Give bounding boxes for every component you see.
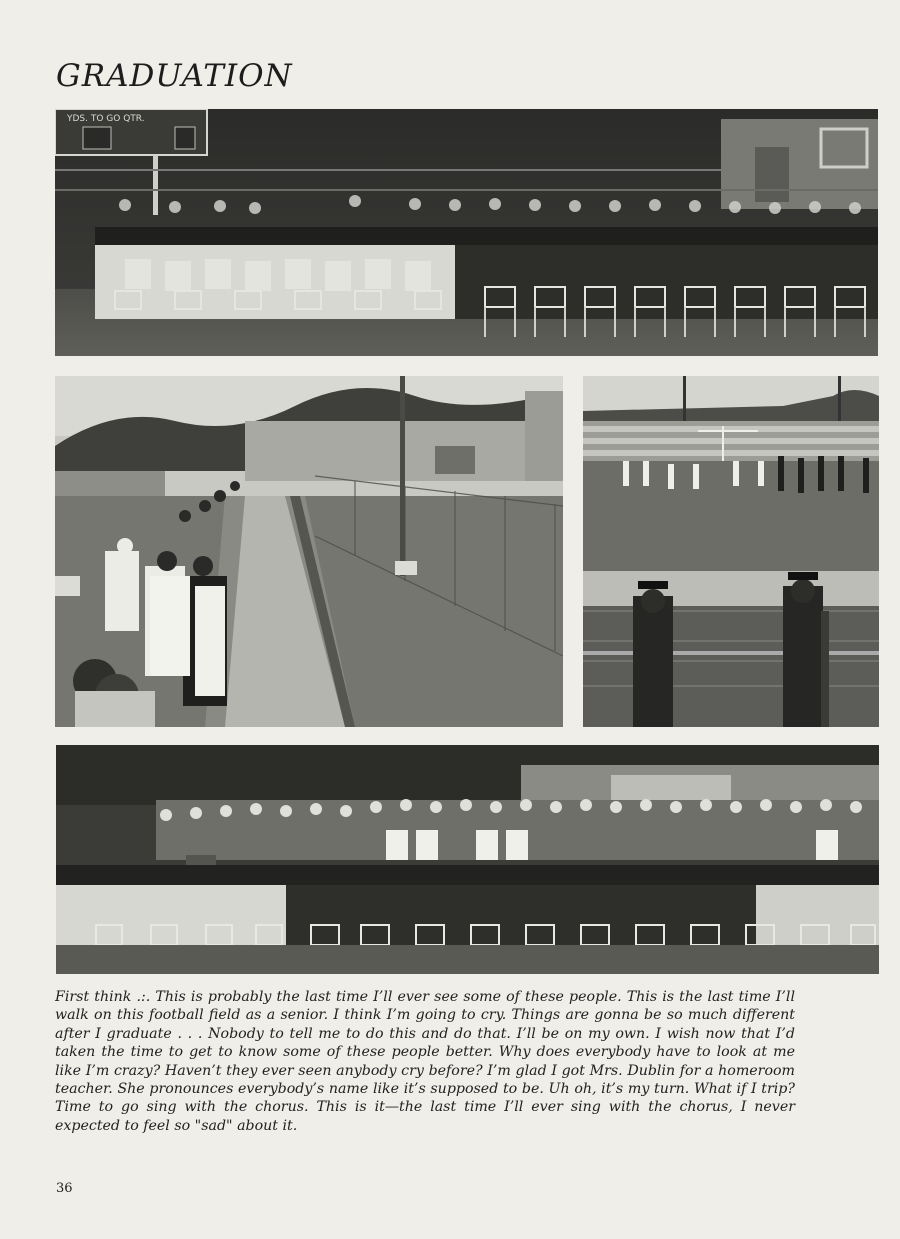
photo-bottom-image [56, 745, 879, 974]
page-title: GRADUATION [56, 58, 293, 94]
photo-left-image [55, 376, 563, 727]
graduates-processional-photo [55, 376, 563, 727]
graduates-and-chorus-photo [56, 745, 879, 974]
page-number: 36 [56, 1181, 73, 1196]
scoreboard-label: YDS. TO GO QTR. [67, 114, 145, 124]
football-field-graduates-photo [583, 376, 879, 727]
photo-top-image [55, 109, 878, 356]
photo-right-image [583, 376, 879, 727]
graduation-ceremony-seating-photo [55, 109, 878, 356]
caption-paragraph: First think .:. This is probably the last time I’ll ever see some of these people. This is the last time I’ll walk on this football field as a senior. I think I’m going to cry. Things are gonna be so much different after I graduate . . . Nobody to tell me to do this and do that. I’ll be on my own. I wish now that I’d taken the time to get to know some of these people better. Why does everybody have to look at me like I’m crazy? Haven’t they ever seen anybody cry before? I’m glad I got Mrs. Dublin for a homeroom teacher. She pronounces everybody’s name like it’s supposed to be. Uh oh, it’s my turn. What if I trip? Time to go sing with the chorus. This is it—the last time I’ll ever sing with the chorus, I never expected to feel so "sad" about it. [55, 989, 795, 1134]
